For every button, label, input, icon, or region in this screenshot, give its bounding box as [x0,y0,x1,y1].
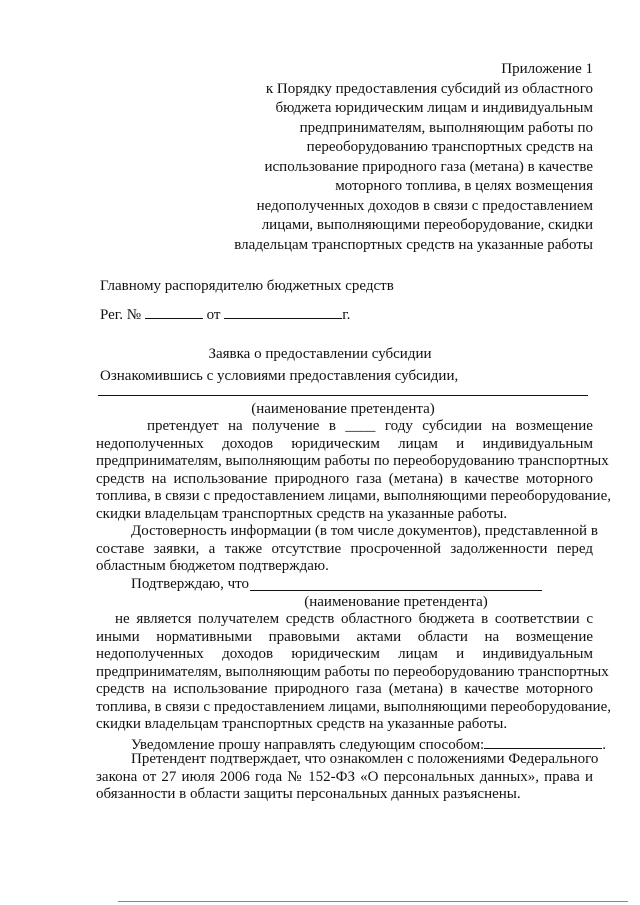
claim-line-last: скидки владельцам транспортных средств на указанные работы. [96,505,508,522]
appendix-number: Приложение 1 [501,61,593,77]
not-recipient-line: топлива, в связи с предоставлением лицами, выполняющими переоборудование, [96,698,611,715]
reg-number-label: Рег. № [100,307,142,323]
not-recipient-line: недополученных доходов юридическим лицам и индивидуальным [96,646,593,662]
addressee: Главному распорядителю бюджетных средств [100,278,394,294]
applicant-caption-1: (наименование претендента) [251,401,435,417]
confirm-label: Подтверждаю, что [131,576,250,592]
intro-text: Ознакомившись с условиями предоставления субсидии, [100,368,459,384]
notify-label: Уведомление прошу направлять следующим способом: [131,736,485,753]
notify-method-field[interactable] [484,734,602,749]
header-line: к Порядку предоставления субсидий из областного [265,80,593,97]
notify-line: Уведомление прошу направлять следующим способом: . [131,734,606,755]
header-line: недополученных доходов в связи с предоставлением [256,197,593,214]
accuracy-line: составе заявки, а также отсутствие просроченной задолженности перед [96,540,593,557]
not-recipient-line: иными нормативными правовыми актами области на возмещение [96,628,593,645]
personal-data-line-last: обязанности в области защиты персональных данных разъяснены. [96,786,521,802]
not-recipient-line: не является получателем средств областного бюджета в соответствии с [115,611,593,627]
personal-data-line: закона от 27 июля 2006 года № 152-ФЗ «О персональных данных», права и [96,768,593,785]
not-recipient-line: предпринимателям, выполняющим работы по переоборудованию транспортных [96,663,609,680]
header-line: моторного топлива, в целях возмещения [335,178,593,194]
reg-year-suffix: г. [342,307,351,323]
header-line: лицами, выполняющими переоборудование, скидки [261,217,593,233]
registration-line [100,304,350,325]
personal-data-line: Претендент подтверждает, что ознакомлен с положениями Федерального [131,751,599,767]
document-title: Заявка о предоставлении субсидии [208,346,432,362]
claim-line: топлива, в связи с предоставлением лицами, выполняющими переоборудование, [96,488,611,504]
reg-number-field[interactable] [145,304,203,319]
header-line: предпринимателям, выполняющим работы по [299,119,593,136]
claim-line: предпринимателям, выполняющим работы по переоборудованию транспортных [96,453,609,469]
header-line: переоборудованию транспортных средств на [306,139,593,155]
applicant-caption-2: (наименование претендента) [304,594,488,610]
not-recipient-line: средств на использование природного газа (метана) в качестве моторного [96,681,593,697]
page-bottom-edge [118,901,628,902]
year-field[interactable]: ____ [345,418,376,434]
reg-from-label: от [206,307,221,323]
header-line: использование природного газа (метана) в качестве [264,158,593,175]
claim-line: средств на использование природного газа (метана) в качестве моторного [96,470,593,487]
reg-date-field[interactable] [224,304,342,319]
claim-line-2: недополученных доходов юридическим лицам и индивидуальным [96,435,593,452]
header-line: владельцам транспортных средств на указанные работы [234,236,593,253]
not-recipient-line-last: скидки владельцам транспортных средств на указанные работы. [96,716,508,732]
applicant-name-field-2[interactable] [250,590,542,591]
header-line: бюджета юридическим лицам и индивидуальным [275,100,593,116]
accuracy-line-last: областным бюджетом подтверждаю. [96,558,329,574]
claim-line-1: претендует на получение в ____ году субсидии на возмещение [147,418,593,434]
applicant-name-field-1[interactable] [98,395,588,396]
accuracy-line: Достоверность информации (в том числе документов), представленной в [131,523,598,539]
